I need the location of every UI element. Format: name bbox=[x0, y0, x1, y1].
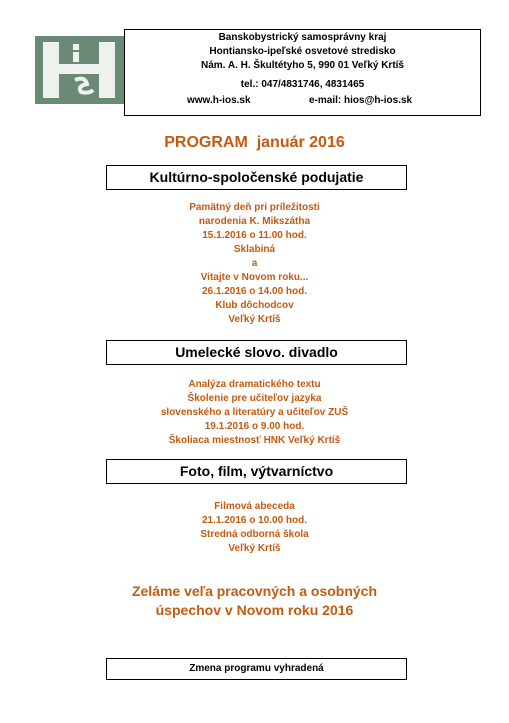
event-line: Stredná odborná škola bbox=[200, 529, 309, 540]
event-line: Sklabiná bbox=[233, 244, 276, 255]
section-culture-details bbox=[0, 201, 509, 331]
event-line: Filmová abeceda bbox=[214, 501, 295, 512]
event-date: 21.1.2016 o 10.00 hod. bbox=[201, 515, 308, 526]
event-line: Veľký Krtíš bbox=[228, 314, 281, 325]
event-line: Pamätný deň pri príležitosti bbox=[189, 202, 320, 213]
program-change-notice: Zmena programu vyhradená bbox=[106, 658, 407, 680]
event-date: 19.1.2016 o 9.00 hod. bbox=[204, 421, 305, 432]
event-line: Vitajte v Novom roku... bbox=[200, 272, 309, 283]
event-line: slovenského a literatúry a učiteľov ZUŠ bbox=[160, 407, 349, 418]
section-heading-culture: Kultúrno-spoločenské podujatie bbox=[106, 165, 407, 190]
event-line: a bbox=[251, 258, 258, 269]
section-photo-details bbox=[0, 500, 509, 558]
section-drama-details bbox=[0, 378, 509, 450]
header-line-organization: Hontiansko-ipeľské osvetové stredisko bbox=[209, 46, 396, 57]
event-date: 26.1.2016 o 14.00 hod. bbox=[201, 286, 308, 297]
header-line-region: Banskobystrický samosprávny kraj bbox=[218, 32, 387, 43]
header-line-address: Nám. A. H. Škultétyho 5, 990 01 Veľký Krtíš bbox=[200, 60, 404, 71]
event-line: Školenie pre učiteľov jazyka bbox=[187, 393, 322, 404]
event-line: Analýza dramatického textu bbox=[188, 379, 321, 390]
event-line: Klub dôchodcov bbox=[215, 300, 294, 311]
organization-logo bbox=[35, 36, 124, 104]
greeting-line-2: úspechov v Novom roku 2016 bbox=[155, 602, 354, 618]
section-heading-drama: Umelecké slovo. divadlo bbox=[106, 340, 407, 365]
greeting-line-1: Zeláme veľa pracovných a osobných bbox=[131, 583, 378, 599]
section-heading-photo: Foto, film, výtvarníctvo bbox=[106, 459, 407, 484]
header-line-phone: tel.: 047/4831746, 4831465 bbox=[240, 79, 365, 90]
header-contact-box bbox=[124, 29, 481, 116]
email-link[interactable]: e-mail: hios@h-ios.sk bbox=[309, 95, 413, 106]
event-line: Veľký Krtíš bbox=[228, 543, 281, 554]
event-line: narodenia K. Mikszátha bbox=[198, 216, 311, 227]
website-link[interactable]: www.h-ios.sk bbox=[187, 95, 251, 106]
page-title: PROGRAM január 2016 bbox=[164, 134, 345, 151]
logo-graphic bbox=[35, 36, 124, 104]
event-line: Školiaca miestnosť HNK Veľký Krtíš bbox=[168, 435, 341, 446]
event-date: 15.1.2016 o 11.00 hod. bbox=[202, 230, 307, 241]
